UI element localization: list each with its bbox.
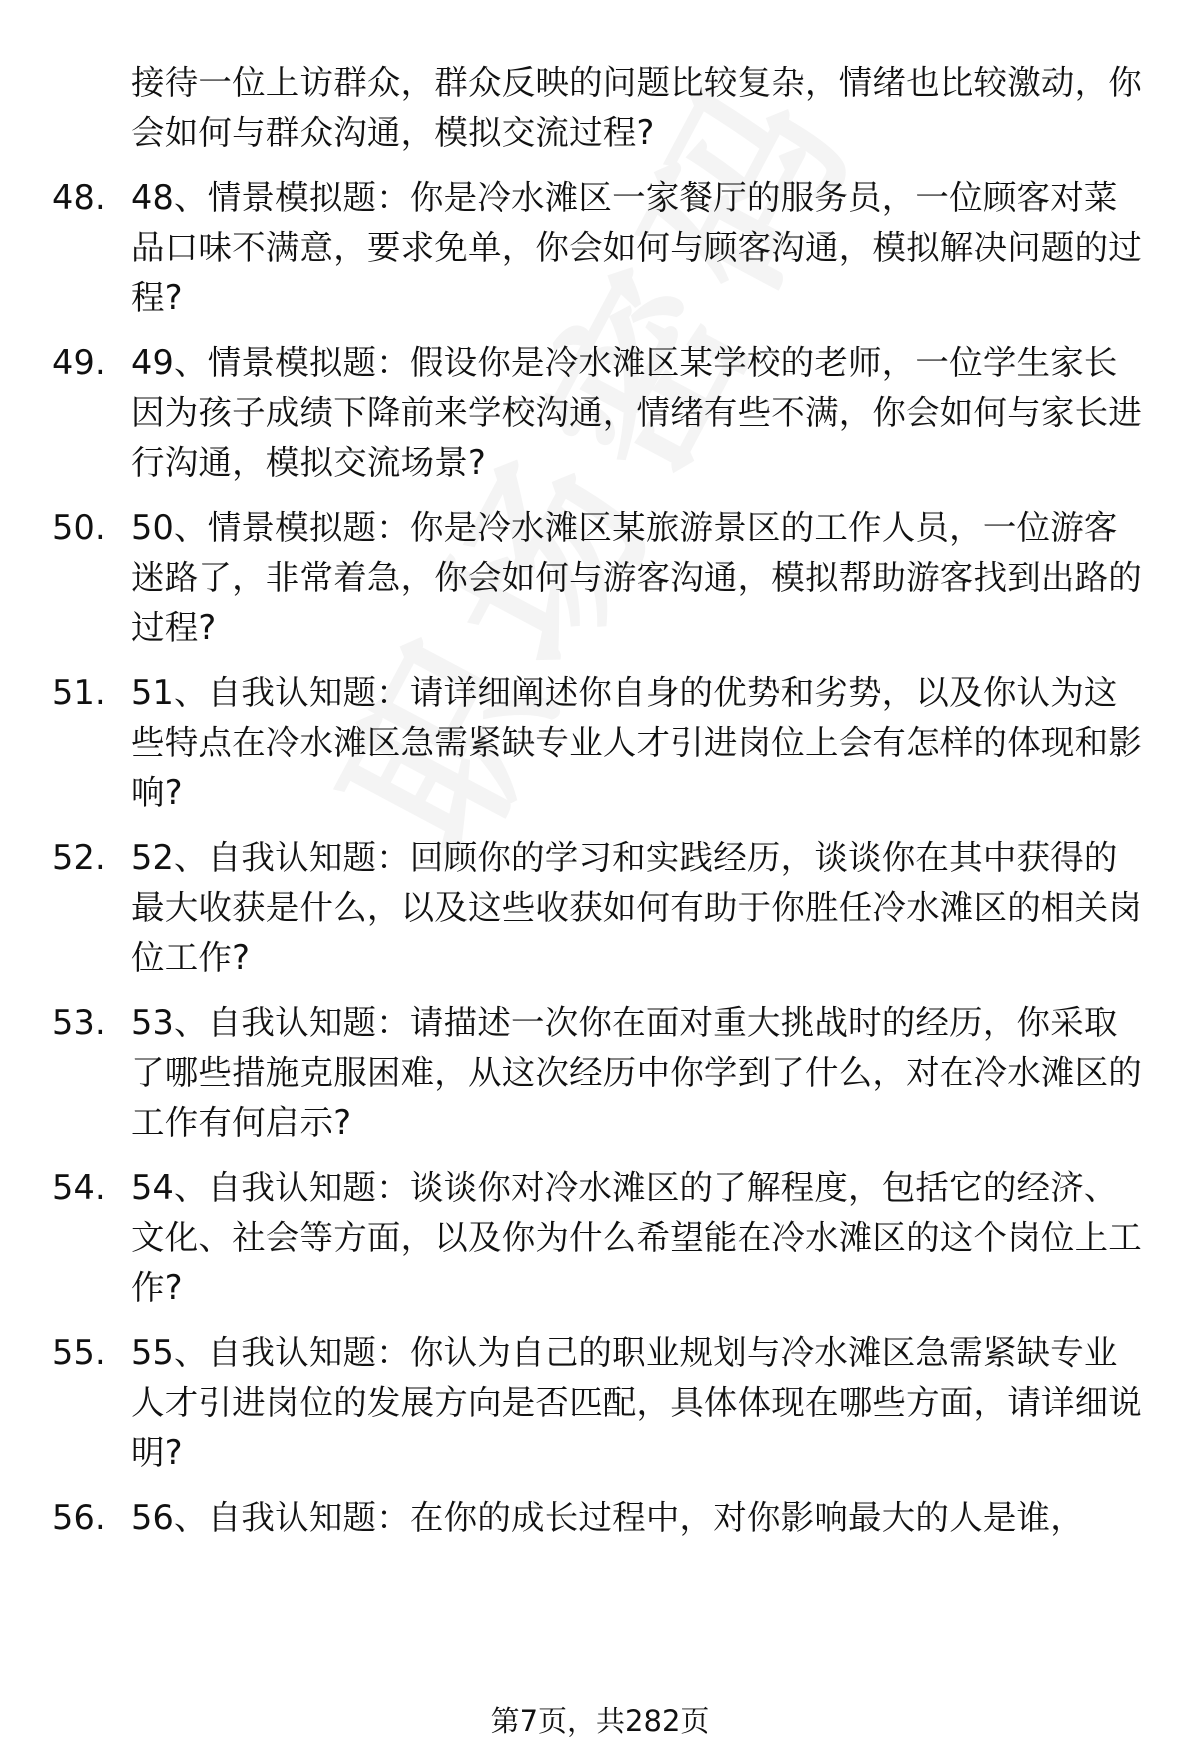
list-item	[52, 998, 1162, 1148]
item-text: 52、自我认知题：回顾你的学习和实践经历，谈谈你在其中获得的最大收获是什么，以及这些收获如何有助于你胜任冷水滩区的相关岗位工作?	[131, 838, 1142, 977]
list-item	[52, 338, 1162, 488]
list-item	[52, 833, 1162, 983]
item-text: 51、自我认知题：请详细阐述你自身的优势和劣势，以及你认为这些特点在冷水滩区急需紧缺专业人才引进岗位上会有怎样的体现和影响?	[131, 673, 1142, 812]
item-text: 49、情景模拟题：假设你是冷水滩区某学校的老师，一位学生家长因为孩子成绩下降前来学校沟通，情绪有些不满，你会如何与家长进行沟通，模拟交流场景?	[131, 343, 1142, 482]
list-item	[52, 173, 1162, 323]
list-item	[52, 1493, 1162, 1543]
list-item	[52, 1163, 1162, 1313]
item-number: 54.	[52, 1168, 106, 1207]
item-text: 55、自我认知题：你认为自己的职业规划与冷水滩区急需紧缺专业人才引进岗位的发展方向是否匹配，具体体现在哪些方面，请详细说明?	[131, 1333, 1142, 1472]
item-text: 56、自我认知题：在你的成长过程中，对你影响最大的人是谁，	[131, 1498, 1084, 1537]
item-number: 50.	[52, 508, 106, 547]
item-text: 53、自我认知题：请描述一次你在面对重大挑战时的经历，你采取了哪些措施克服困难，从这次经历中你学到了什么，对在冷水滩区的工作有何启示?	[131, 1003, 1142, 1142]
intro-paragraph: 接待一位上访群众，群众反映的问题比较复杂，情绪也比较激动，你会如何与群众沟通，模拟交流过程?	[131, 63, 1142, 152]
item-text: 50、情景模拟题：你是冷水滩区某旅游景区的工作人员，一位游客迷路了，非常着急，你会如何与游客沟通，模拟帮助游客找到出路的过程?	[131, 508, 1142, 647]
item-number: 48.	[52, 178, 106, 217]
list-item	[52, 503, 1162, 653]
item-text: 48、情景模拟题：你是冷水滩区一家餐厅的服务员，一位顾客对菜品口味不满意，要求免单，你会如何与顾客沟通，模拟解决问题的过程?	[131, 178, 1142, 317]
item-number: 49.	[52, 343, 106, 382]
item-number: 52.	[52, 838, 106, 877]
item-text: 54、自我认知题：谈谈你对冷水滩区的了解程度，包括它的经济、文化、社会等方面，以及你为什么希望能在冷水滩区的这个岗位上工作?	[131, 1168, 1142, 1307]
item-number: 55.	[52, 1333, 106, 1372]
item-number: 53.	[52, 1003, 106, 1042]
list-item	[52, 1328, 1162, 1478]
item-number: 51.	[52, 673, 106, 712]
list-item	[52, 668, 1162, 818]
page-footer: 第7页，共282页	[490, 1704, 710, 1738]
item-number: 56.	[52, 1498, 106, 1537]
